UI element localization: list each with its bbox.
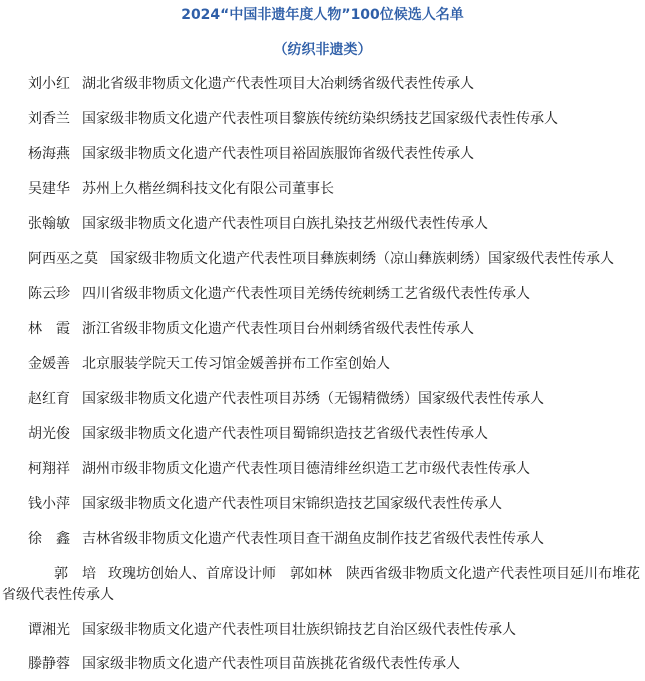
person-description: 国家级非物质文化遗产代表性项目裕固族服饰省级代表性传承人 xyxy=(82,146,474,162)
list-item xyxy=(28,144,474,164)
person-name: 胡光俊 xyxy=(28,426,70,442)
person-name: 陈云珍 xyxy=(28,286,70,302)
person-name: 郭 培 xyxy=(54,566,96,582)
person-name: 滕静蓉 xyxy=(28,656,70,672)
list-item xyxy=(28,214,488,234)
person-description: 吉林省级非物质文化遗产代表性项目查干湖鱼皮制作技艺省级代表性传承人 xyxy=(82,531,544,547)
list-item xyxy=(28,74,474,94)
person-name: 徐 鑫 xyxy=(28,531,70,547)
person-description: 北京服装学院天工传习馆金媛善拼布工作室创始人 xyxy=(82,356,390,372)
list-item xyxy=(28,179,334,199)
list-item xyxy=(28,319,474,339)
list-item xyxy=(28,389,544,409)
person-name: 刘香兰 xyxy=(28,111,70,127)
list-item xyxy=(28,654,460,674)
list-item xyxy=(28,249,614,269)
person-description: 国家级非物质文化遗产代表性项目蜀锦织造技艺省级代表性传承人 xyxy=(82,426,488,442)
person-name: 刘小红 xyxy=(28,76,70,92)
list-item xyxy=(28,109,558,129)
person-description: 国家级非物质文化遗产代表性项目白族扎染技艺州级代表性传承人 xyxy=(82,216,488,232)
page-subtitle: （纺织非遗类） xyxy=(273,42,372,58)
person-name: 张翰敏 xyxy=(28,216,70,232)
person-description: 国家级非物质文化遗产代表性项目宋锦织造技艺国家级代表性传承人 xyxy=(82,496,502,512)
person-description: 湖州市级非物质文化遗产代表性项目德清绯丝织造工艺市级代表性传承人 xyxy=(82,461,530,477)
person-name: 谭湘光 xyxy=(28,622,70,638)
page-title: 2024“中国非遗年度人物”100位候选人名单 xyxy=(181,7,464,23)
list-item xyxy=(2,564,642,606)
person-description: 浙江省级非物质文化遗产代表性项目台州刺绣省级代表性传承人 xyxy=(82,321,474,337)
list-item xyxy=(28,354,390,374)
person-name: 钱小萍 xyxy=(28,496,70,512)
person-name: 金媛善 xyxy=(28,356,70,372)
person-description: 国家级非物质文化遗产代表性项目黎族传统纺染织绣技艺国家级代表性传承人 xyxy=(82,111,558,127)
person-description: 玫瑰坊创始人、首席设计师 郭如林 陕西省级非物质文化遗产代表性项目延川布堆花省级代表性传承人 xyxy=(2,566,640,603)
list-item xyxy=(28,424,488,444)
person-name: 杨海燕 xyxy=(28,146,70,162)
person-description: 国家级非物质文化遗产代表性项目彝族刺绣（凉山彝族刺绣）国家级代表性传承人 xyxy=(110,251,614,267)
person-name: 赵红育 xyxy=(28,391,70,407)
person-description: 湖北省级非物质文化遗产代表性项目大冶刺绣省级代表性传承人 xyxy=(82,76,474,92)
list-item xyxy=(28,459,530,479)
person-name: 阿西巫之莫 xyxy=(28,251,98,267)
person-name: 柯翔祥 xyxy=(28,461,70,477)
person-description: 四川省级非物质文化遗产代表性项目羌绣传统刺绣工艺省级代表性传承人 xyxy=(82,286,530,302)
list-item xyxy=(28,284,530,304)
person-description: 国家级非物质文化遗产代表性项目苏绣（无锡精微绣）国家级代表性传承人 xyxy=(82,391,544,407)
person-description: 国家级非物质文化遗产代表性项目苗族挑花省级代表性传承人 xyxy=(82,656,460,672)
person-description: 苏州上久楷丝绸科技文化有限公司董事长 xyxy=(82,181,334,197)
person-name: 吴建华 xyxy=(28,181,70,197)
list-item xyxy=(28,494,502,514)
person-description: 国家级非物质文化遗产代表性项目壮族织锦技艺自治区级代表性传承人 xyxy=(82,622,516,638)
list-item xyxy=(28,529,544,549)
list-item xyxy=(28,620,516,640)
person-name: 林 霞 xyxy=(28,321,70,337)
